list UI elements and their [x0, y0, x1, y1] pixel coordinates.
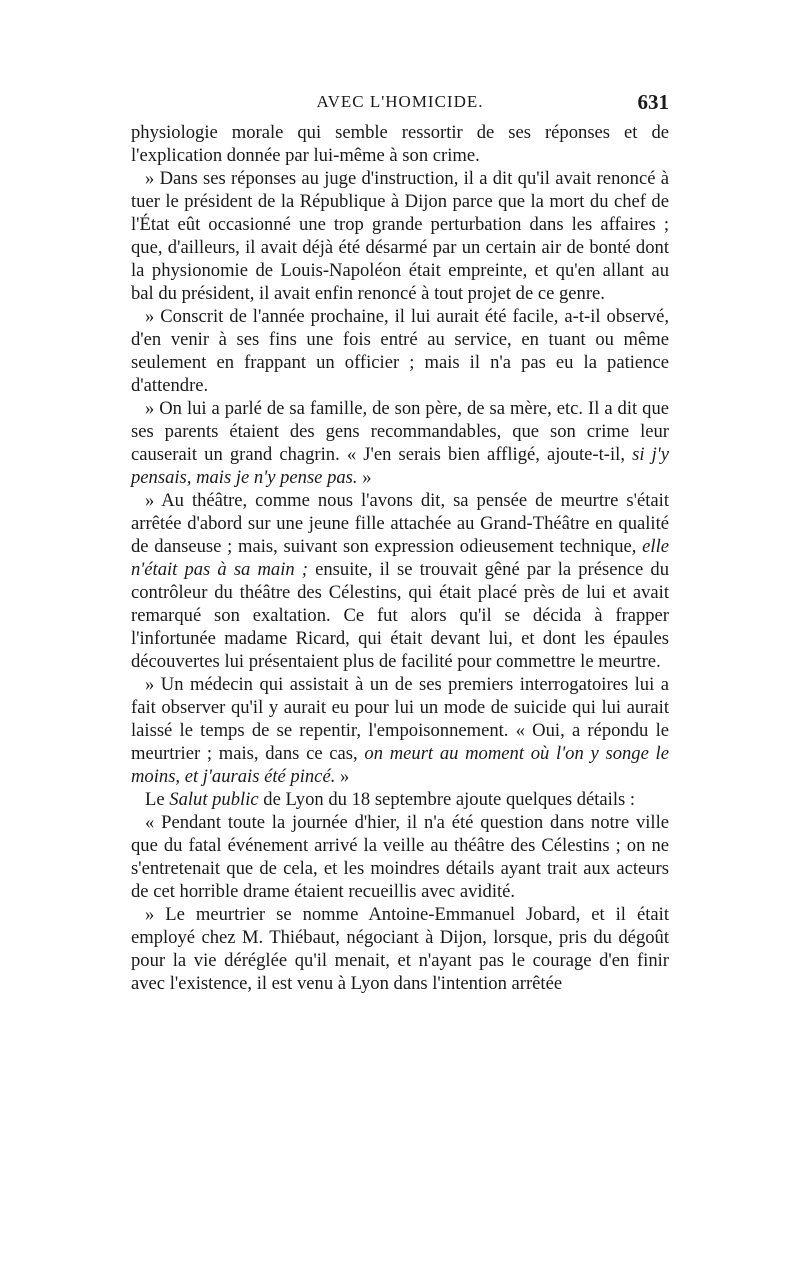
- page-number: 631: [637, 90, 669, 114]
- italic-text-run: Salut public: [169, 789, 259, 810]
- paragraph: [131, 121, 669, 167]
- text-run: physiologie morale qui semble ressortir de ses réponses et de l'explication donnée par lui-même à son crime.: [131, 122, 669, 166]
- paragraph: [131, 397, 669, 489]
- text-run: » Un médecin qui assistait à un de ses premiers interrogatoires lui a fait observer qu'il y aurait eu pour lui un mode de suicide qui lui aurait laissé le temps de se repentir, l'empoisonnement. « Oui, a répondu le meurtrier ; mais, dans ce cas,: [131, 674, 669, 764]
- text-run: »: [335, 766, 350, 787]
- italic-text-run: on meurt au moment où l'on y songe le moins, et j'aurais été pincé.: [131, 743, 669, 787]
- book-page: [131, 92, 669, 995]
- paragraph: [131, 673, 669, 788]
- paragraph: [131, 903, 669, 995]
- text-run: Le: [145, 789, 170, 810]
- text-run: » Conscrit de l'année prochaine, il lui aurait été facile, a-t-il observé, d'en venir à ses fins une fois entré au service, en tuant ou même seulement en frappant un officier ; mais il n'a pas eu la patience d'attendre.: [131, 306, 669, 396]
- italic-text-run: si j'y pensais, mais je n'y pense pas.: [131, 444, 669, 488]
- text-run: »: [357, 467, 372, 488]
- paragraph: [131, 788, 669, 811]
- text-run: » Le meurtrier se nomme Antoine-Emmanuel Jobard, et il était employé chez M. Thiébaut, négociant à Dijon, lorsque, pris du dégoût pour la vie déréglée qu'il menait, et n'ayant pas le courage d'en finir avec l'existence, il est venu à Lyon dans l'intention arrêtée: [131, 904, 669, 994]
- text-run: » On lui a parlé de sa famille, de son père, de sa mère, etc. Il a dit que ses parents étaient des gens recommandables, que son crime leur causerait un grand chagrin. « J'en serais bien affligé, ajoute-t-il,: [131, 398, 669, 465]
- text-run: » Au théâtre, comme nous l'avons dit, sa pensée de meurtre s'était arrêtée d'abord sur une jeune fille attachée au Grand-Théâtre en qualité de danseuse ; mais, suivant son expression odieusement technique,: [131, 490, 669, 557]
- paragraph: [131, 167, 669, 305]
- running-title: AVEC L'HOMICIDE.: [316, 92, 484, 111]
- text-run: de Lyon du 18 septembre ajoute quelques détails :: [258, 789, 636, 810]
- paragraph: [131, 489, 669, 673]
- paragraph: [131, 305, 669, 397]
- text-run: « Pendant toute la journée d'hier, il n'a été question dans notre ville que du fatal événement arrivé la veille au théâtre des Célestins ; on ne s'entretenait que de cela, et les moindres détails ayant trait aux acteurs de cet horrible drame étaient recueillis avec avidité.: [131, 812, 669, 902]
- italic-text-run: elle n'était pas à sa main ;: [131, 536, 669, 580]
- running-header: [131, 92, 669, 118]
- paragraph: [131, 811, 669, 903]
- body-text: [131, 121, 669, 995]
- text-run: » Dans ses réponses au juge d'instruction, il a dit qu'il avait renoncé à tuer le président de la République à Dijon parce que la mort du chef de l'État eût occasionné une trop grande perturbation dans les affaires ; que, d'ailleurs, il avait déjà été désarmé par un certain air de bonté dont la physionomie de Louis-Napoléon était empreinte, et qu'en allant au bal du président, il avait enfin renoncé à tout projet de ce genre.: [131, 168, 669, 304]
- text-run: ensuite, il se trouvait gêné par la présence du contrôleur du théâtre des Célestins, qui était placé près de lui et avait remarqué son exaltation. Ce fut alors qu'il se décida à frapper l'infortunée madame Ricard, qui était devant lui, et dont les épaules découvertes lui présentaient plus de facilité pour commettre le meurtre.: [131, 559, 669, 672]
